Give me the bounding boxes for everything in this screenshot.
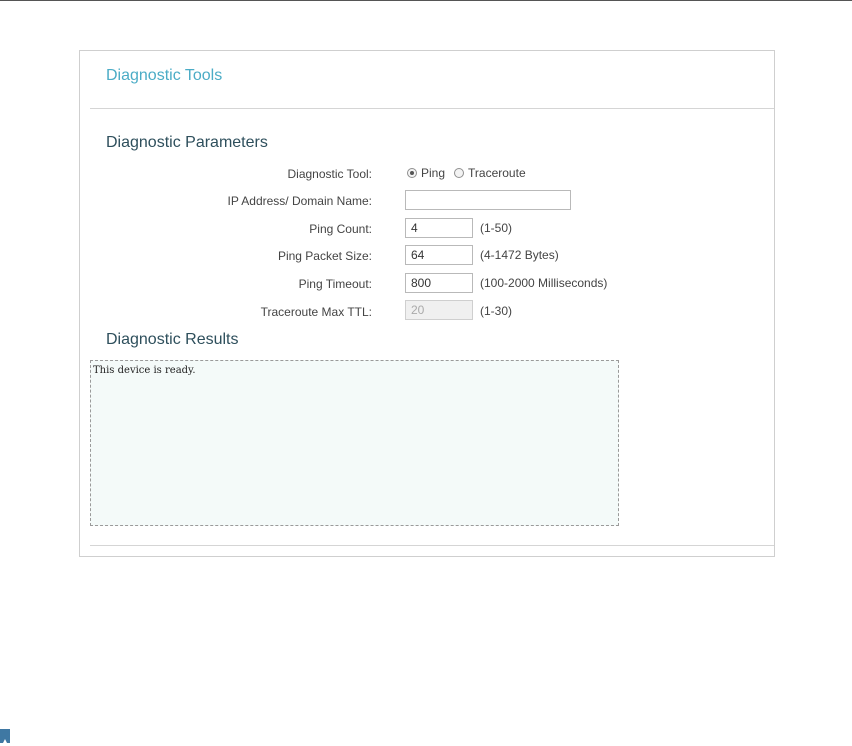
ping-packet-size-hint: (4-1472 Bytes) — [480, 248, 559, 262]
traceroute-max-ttl-input — [405, 300, 473, 320]
ping-packet-size-input[interactable] — [405, 245, 473, 265]
ping-timeout-hint: (100-2000 Milliseconds) — [480, 276, 608, 290]
ping-count-label: Ping Count: — [309, 222, 372, 236]
traceroute-max-ttl-label: Traceroute Max TTL: — [260, 305, 372, 319]
ping-packet-size-label: Ping Packet Size: — [277, 249, 372, 263]
ip-address-input[interactable] — [405, 190, 571, 210]
ping-radio-label[interactable]: Ping — [421, 166, 446, 180]
title-divider — [90, 108, 774, 109]
ping-timeout-input[interactable] — [405, 273, 473, 293]
ping-radio[interactable] — [407, 168, 417, 178]
traceroute-max-ttl-hint: (1-30) — [480, 304, 513, 318]
diagnostic-tool-label: Diagnostic Tool: — [287, 167, 372, 181]
section-title-parameters: Diagnostic Parameters — [106, 134, 268, 151]
diagnostic-tool-radio-group — [407, 166, 535, 180]
traceroute-radio[interactable] — [454, 168, 464, 178]
diagnostic-tools-panel — [79, 50, 775, 557]
diagnostic-results-output[interactable]: This device is ready. — [90, 360, 619, 526]
bookmark-icon — [0, 729, 10, 743]
ip-address-label: IP Address/ Domain Name: — [227, 194, 372, 208]
bottom-divider — [90, 545, 774, 546]
panel-title: Diagnostic Tools — [106, 67, 223, 84]
traceroute-radio-label[interactable]: Traceroute — [468, 166, 526, 180]
ping-timeout-label: Ping Timeout: — [298, 277, 372, 291]
ping-count-input[interactable] — [405, 218, 473, 238]
top-rule — [0, 0, 852, 1]
ping-count-hint: (1-50) — [480, 221, 513, 235]
section-title-results: Diagnostic Results — [106, 331, 239, 348]
